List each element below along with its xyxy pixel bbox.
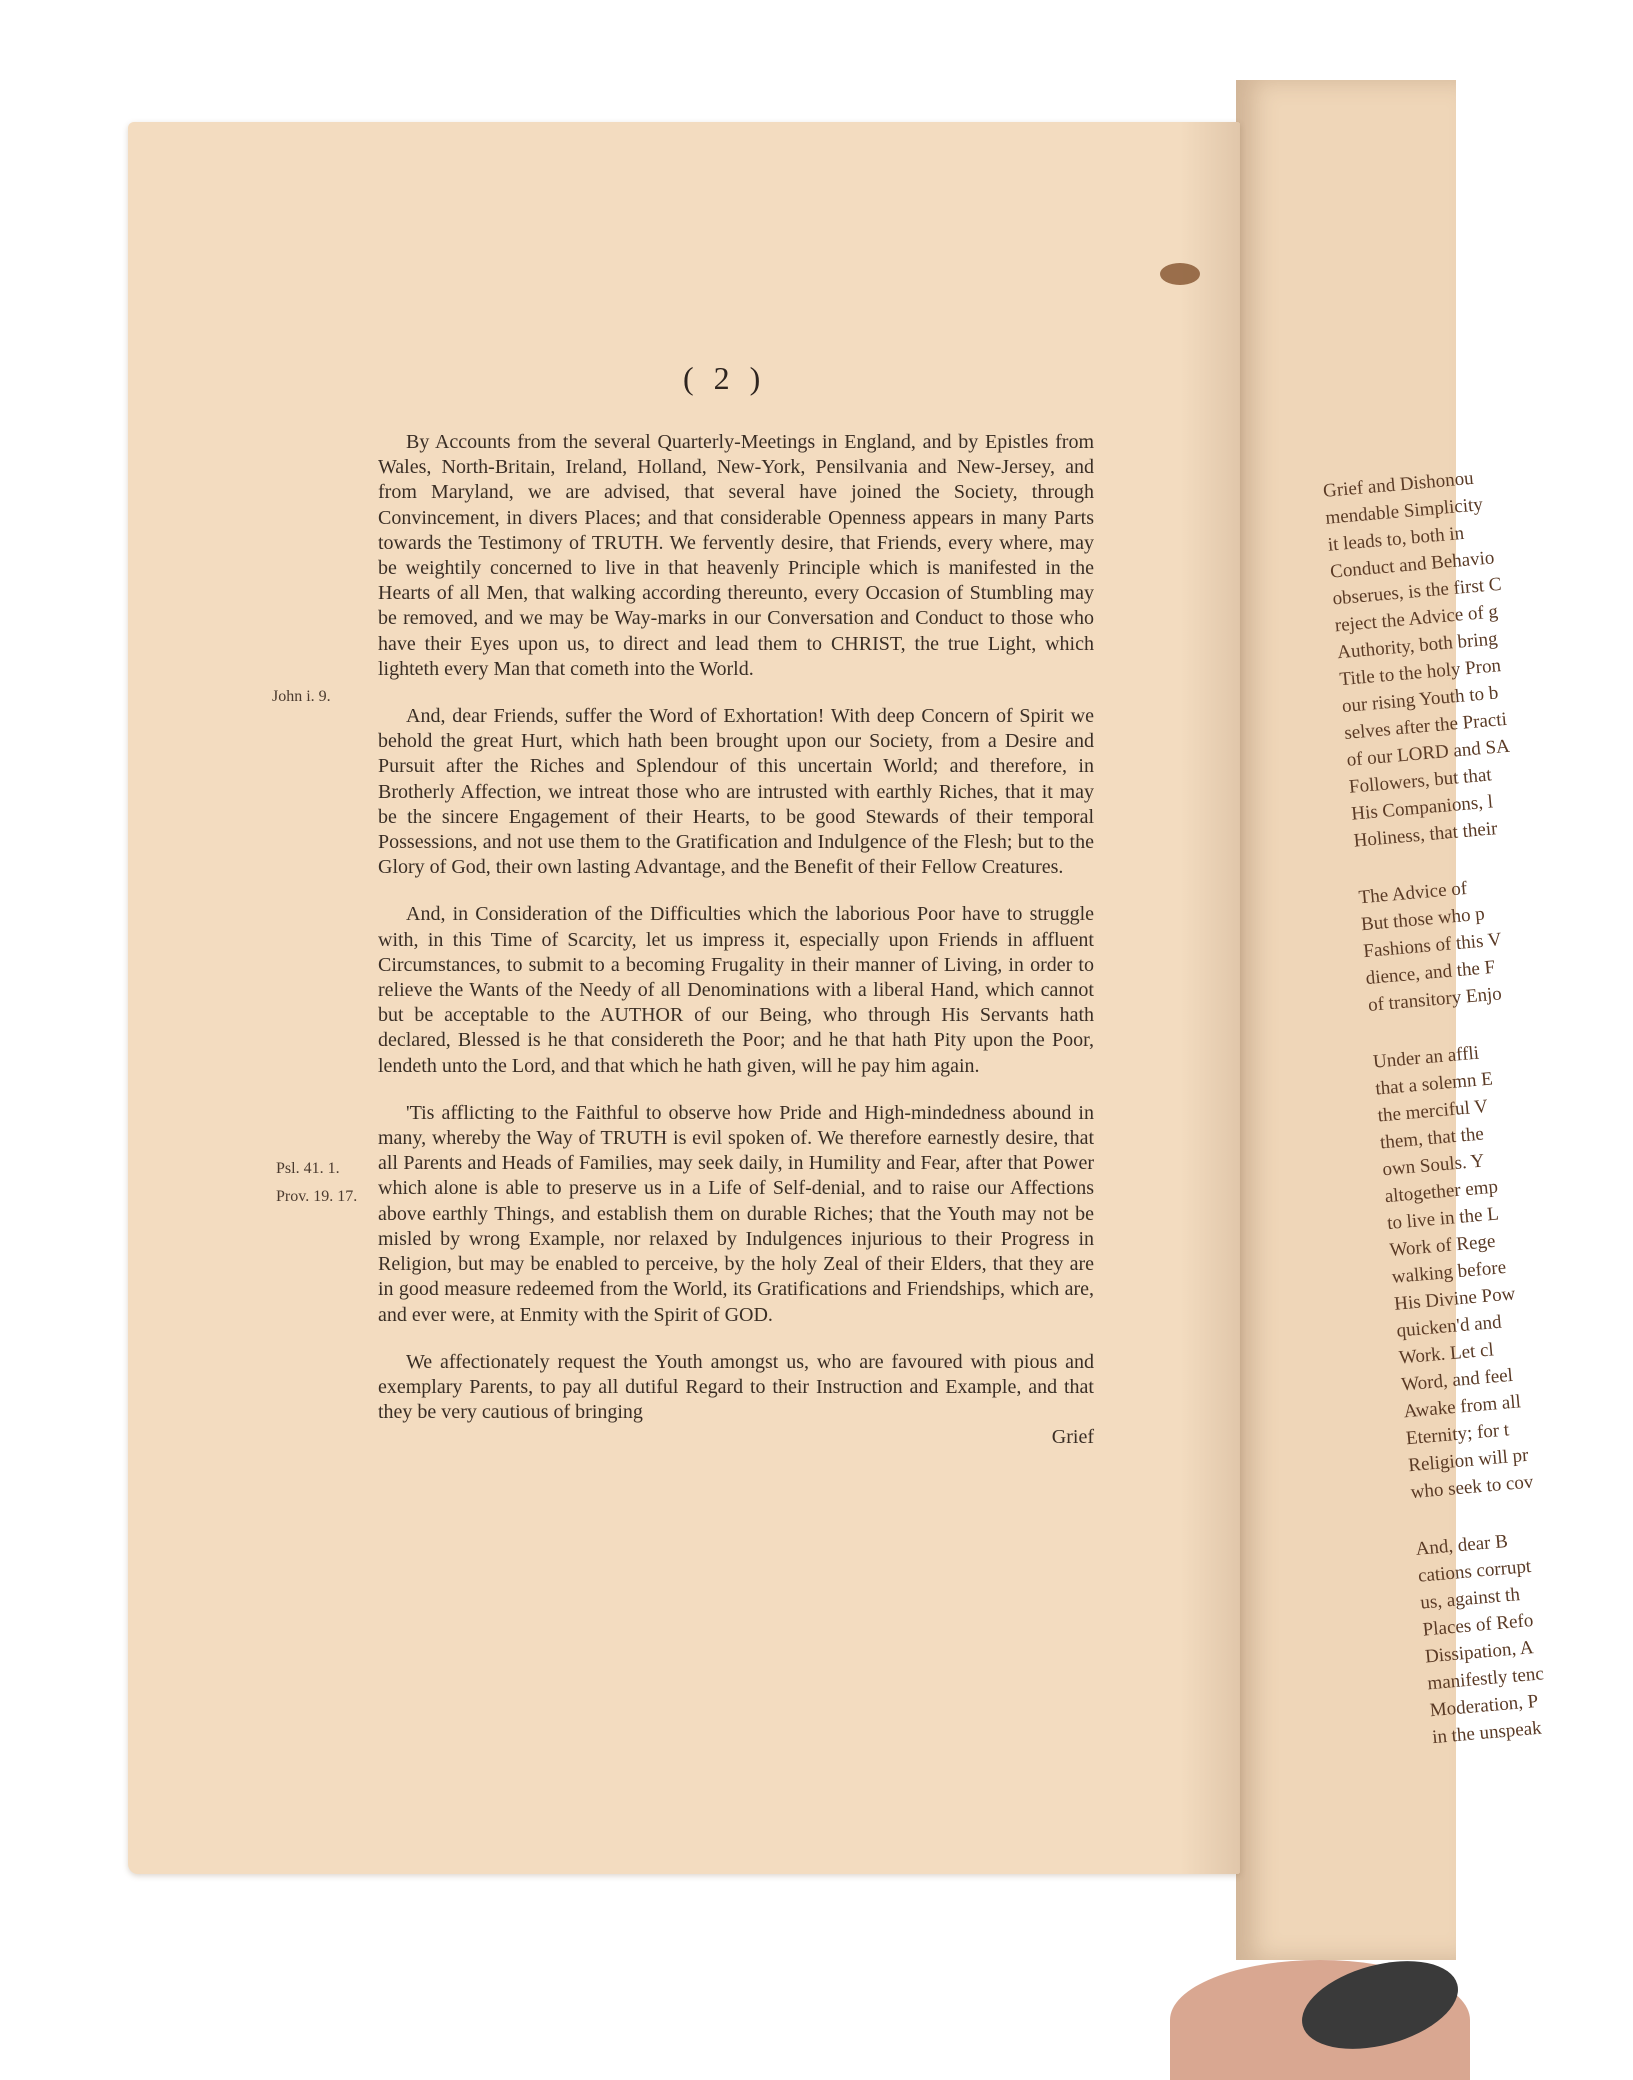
facing-page-line: altogether emp [1383, 1176, 1499, 1208]
facing-page-line: the merciful V [1376, 1095, 1489, 1127]
facing-page-line: in the unspeak [1431, 1717, 1543, 1749]
facing-page-line: Places of Refo [1421, 1609, 1535, 1641]
facing-page-line: our rising Youth to b [1341, 682, 1500, 718]
facing-page-line: dience, and the F [1364, 956, 1497, 990]
paragraph-3: And, in Consideration of the Difficulties which the laborious Poor have to struggle with, in this Time of Scarcity, let us impress it, especially upon Friends in affluent Circumstances, to submit to a becoming Frugality in their manner of Living, in order to relieve the Wants of the Needy of all Denominations with a liberal Hand, which cannot but be acceptable to the AUTHOR of our Being, who through His Servants hath declared, Blessed is he that considereth the Poor; and he that hath Pity upon the Poor, lendeth unto the Lord, and that which he hath given, will he pay him again. [378, 903, 1094, 1077]
facing-page-line: to live in the L [1386, 1203, 1500, 1235]
paragraph-4: 'Tis afflicting to the Faithful to observe how Pride and High-mindedness abound in many, whereby the Way of TRUTH is evil spoken of. We therefore earnestly desire, that all Parents and Heads of Families, may seek daily, in Humility and Fear, after that Power which alone is able to preserve us in a Life of Self-denial, and to raise our Affections above earthly Things, and establish them on durable Riches; that the Youth may not be misled by wrong Example, nor relaxed by Indulgences injurious to their Progress in Religion, but may be enabled to perceive, by the holy Zeal of their Elders, that they are in good measure redeemed from the World, its Gratifications and Friendships, which are, and ever were, at Enmity with the Spirit of GOD. [378, 1101, 1094, 1326]
facing-page-line: His Divine Pow [1393, 1283, 1517, 1315]
facing-page-line: of transitory Enjo [1367, 983, 1503, 1016]
facing-page-line: us, against th [1419, 1584, 1521, 1614]
facing-page-line: Moderation, P [1428, 1690, 1540, 1722]
paragraph-5: We affectionately request the Youth amongst us, who are favoured with pious and exemplary Parents, to pay all dutiful Regard to their Instruction and Example, and that they be very cautious of bringing [378, 1350, 1094, 1424]
facing-page-line: And, dear B [1414, 1530, 1509, 1560]
facing-page-line: obserues, is the first C [1331, 573, 1503, 610]
facing-page-line: But those who p [1360, 903, 1486, 936]
margin-note-john: John i. 9. [272, 688, 331, 705]
facing-page-line: Under an affli [1372, 1042, 1480, 1073]
catchword: Grief [1051, 1426, 1094, 1449]
facing-page-line: Followers, but that [1348, 764, 1493, 798]
facing-page-line: own Souls. Y [1381, 1150, 1486, 1181]
facing-page-line: it leads to, both in [1326, 522, 1465, 556]
margin-note-psalm: Psl. 41. 1. [276, 1160, 340, 1177]
document-body [378, 430, 1094, 1451]
facing-page-line: Conduct and Behavio [1329, 547, 1496, 583]
facing-page-line: Grief and Dishonou [1322, 467, 1475, 502]
facing-page-line: quicken'd and [1395, 1311, 1503, 1342]
facing-page-line: Word, and feel [1400, 1364, 1514, 1396]
facing-page-line: of our LORD and SA [1345, 735, 1511, 771]
facing-page-line: Eternity; for t [1405, 1419, 1511, 1450]
margin-note-proverbs: Prov. 19. 17. [276, 1188, 358, 1205]
facing-page-line: Work of Rege [1388, 1230, 1497, 1262]
facing-page-line: mendable Simplicity [1324, 494, 1484, 529]
facing-page-line: walking before [1391, 1257, 1507, 1288]
facing-page-line: Title to the holy Pron [1338, 655, 1502, 691]
paragraph-2: And, dear Friends, suffer the Word of Exhortation! With deep Concern of Spirit we behold the great Hurt, which hath been brought upon our Society, from a Desire and Pursuit after the Riches and Splendour of this uncertain World; and therefore, in Brotherly Affection, we intreat those who are intrusted with earthly Riches, that it may be the sincere Engagement of their Hearts, to be good Stewards of their temporal Possessions, and not use them to the Gratification and Indulgence of the Flesh; but to the Glory of God, their own lasting Advantage, and the Benefit of their Fellow Creatures. [378, 705, 1094, 879]
facing-page-line: selves after the Practi [1343, 708, 1508, 744]
facing-page-line: Fashions of this V [1362, 929, 1503, 963]
facing-page-line: The Advice of [1357, 877, 1468, 909]
facing-page-line: Religion will pr [1407, 1444, 1530, 1477]
facing-page-line: Work. Let cl [1398, 1339, 1495, 1369]
paragraph-1: By Accounts from the several Quarterly-Meetings in England, and by Epistles from Wales, North-Britain, Ireland, Holland, New-York, Pensilvania and New-Jersey, and from Maryland, we are advised, that several have joined the Society, through Convincement, in divers Places; and that considerable Openness appears in many Parts towards the Testimony of TRUTH. We fervently desire, that Friends, every where, may be weightily concerned to live in that heavenly Principle which is manifested in the Hearts of all Men, that walking according thereunto, every Occasion of Stumbling may be removed, and we may be Way-marks in our Conversation and Conduct to those who have their Eyes upon us, to direct and lead them to CHRIST, the true Light, which lighteth every Man that cometh into the World. [378, 431, 1094, 680]
facing-page-line: Holiness, that their [1352, 818, 1499, 852]
facing-page-line: them, that the [1379, 1123, 1485, 1154]
facing-page-line: cations corrupt [1417, 1555, 1533, 1587]
facing-page-line: who seek to cov [1409, 1471, 1535, 1504]
facing-page-line: Authority, both bring [1336, 628, 1499, 664]
facing-page [1236, 80, 1545, 1960]
facing-page-text [1322, 461, 1633, 1752]
facing-page-line: manifestly tenc [1426, 1663, 1545, 1695]
facing-page-line: Awake from all [1402, 1391, 1522, 1423]
paper-stain [1160, 263, 1200, 285]
page-number: ( 2 ) [683, 360, 767, 396]
facing-page-line: that a solemn E [1374, 1068, 1494, 1100]
facing-page-line: Dissipation, A [1424, 1637, 1535, 1668]
facing-page-line: His Companions, l [1350, 791, 1494, 825]
facing-page-line: reject the Advice of g [1334, 601, 1499, 637]
